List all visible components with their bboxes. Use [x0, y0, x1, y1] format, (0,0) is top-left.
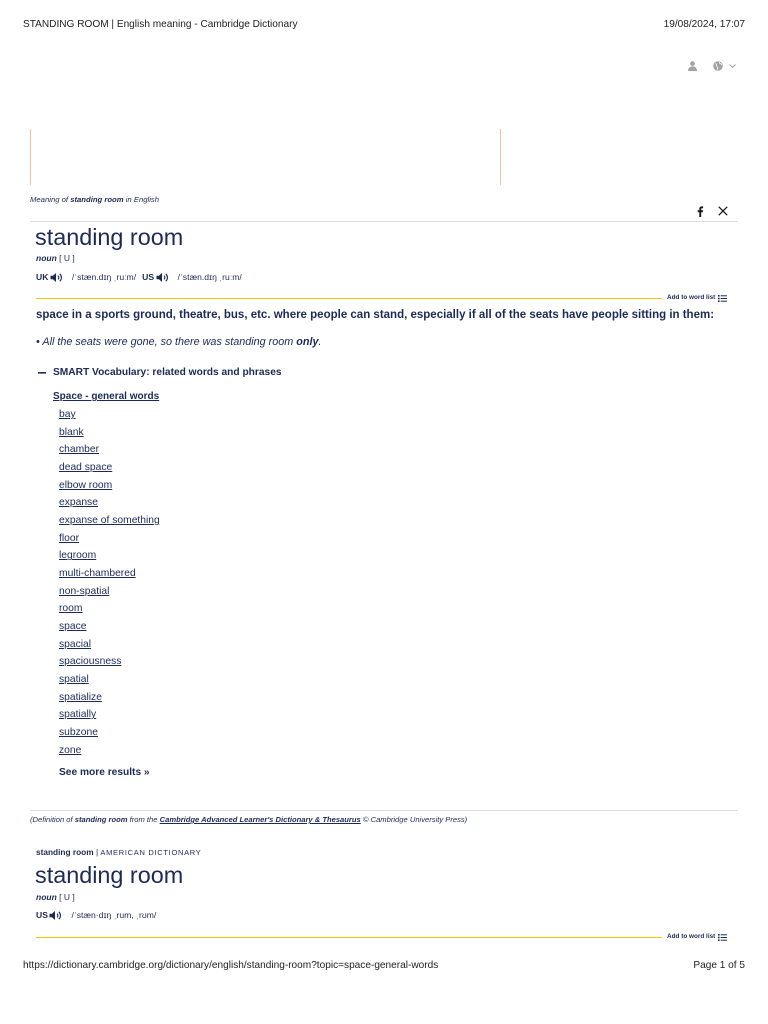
ipa-transcription: /ˈstæn.dɪŋ ˌruːm/	[71, 272, 137, 282]
related-word-link[interactable]: space	[59, 621, 87, 633]
meaning-label	[30, 195, 159, 205]
smart-vocabulary-toggle[interactable]	[38, 367, 282, 379]
uk-pronunciation	[36, 271, 136, 283]
print-header-datetime: 19/08/2024, 17:07	[663, 19, 745, 30]
example-text: All the seats were gone, so there was standing room	[42, 336, 294, 348]
grammar-code: [ U ]	[59, 253, 75, 263]
headword: standing room	[35, 224, 184, 250]
example-sentence	[36, 335, 321, 349]
related-word-link[interactable]: legroom	[59, 550, 97, 562]
related-word-link[interactable]: expanse	[59, 497, 98, 509]
related-word-item	[59, 494, 160, 512]
ad-slot	[30, 129, 501, 185]
print-header-title: STANDING ROOM | English meaning - Cambridge Dictionary	[23, 19, 298, 30]
related-word-link[interactable]: non-spatial	[59, 585, 110, 597]
facebook-share-button[interactable]	[696, 206, 704, 217]
source-close: © Cambridge University Press)	[362, 815, 468, 824]
related-word-link[interactable]: chamber	[59, 444, 100, 456]
chevron-down-icon	[729, 64, 736, 68]
related-word-item	[59, 653, 160, 671]
label-separator: |	[95, 847, 99, 857]
related-word-link[interactable]: spatialize	[59, 691, 102, 703]
dictionary-link[interactable]: Cambridge Advanced Learner's Dictionary & Thesaurus	[159, 815, 361, 824]
print-footer-page-number: Page 1 of 5	[693, 960, 745, 971]
source-headword: standing room	[74, 815, 128, 824]
meaning-label-prefix: Meaning of	[30, 195, 69, 204]
related-word-link[interactable]: spacial	[59, 638, 92, 650]
definition: space in a sports ground, theatre, bus, etc. where people can stand, especially if all of the seats have people sitting in them:	[36, 309, 715, 321]
related-word-link[interactable]: expanse of something	[59, 515, 160, 527]
related-word-item	[59, 724, 160, 742]
globe-icon	[713, 61, 723, 71]
us-pronunciation	[142, 271, 242, 283]
add-to-word-list-label: Add to word list	[667, 933, 716, 940]
list-icon	[718, 934, 727, 941]
add-to-word-list-label: Add to word list	[667, 294, 716, 301]
related-word-item	[59, 441, 160, 459]
related-word-link[interactable]: floor	[59, 532, 80, 544]
related-word-link[interactable]: subzone	[59, 727, 98, 739]
speaker-icon[interactable]	[50, 272, 63, 283]
related-word-link[interactable]: dead space	[59, 462, 113, 474]
related-word-item	[59, 459, 160, 477]
divider	[30, 810, 738, 811]
related-word-link[interactable]: spatially	[59, 709, 97, 721]
x-icon	[718, 206, 728, 216]
related-word-item	[59, 406, 160, 424]
list-icon	[718, 295, 727, 302]
minus-icon	[38, 372, 46, 374]
related-word-item	[59, 671, 160, 689]
us-pronunciation	[36, 909, 156, 921]
related-word-item	[59, 742, 160, 760]
related-word-link[interactable]: spaciousness	[59, 656, 122, 668]
related-word-link[interactable]: zone	[59, 744, 82, 756]
pronunciation-row	[36, 271, 242, 283]
smart-vocabulary-heading: SMART Vocabulary: related words and phrases	[53, 367, 282, 378]
sense-divider	[36, 937, 662, 938]
related-word-item	[59, 618, 160, 636]
add-to-word-list-button[interactable]	[667, 933, 727, 941]
american-label-dictionary: AMERICAN DICTIONARY	[100, 848, 202, 857]
print-footer-url: https://dictionary.cambridge.org/dictionary/english/standing-room?topic=space-general-words	[23, 960, 439, 971]
related-words-list	[59, 406, 160, 759]
definition-source-note	[30, 815, 467, 825]
related-word-item	[59, 547, 160, 565]
region-label: UK	[36, 272, 49, 282]
part-of-speech: noun	[36, 892, 57, 902]
related-word-item	[59, 565, 160, 583]
american-dictionary-label	[36, 847, 202, 858]
source-open: (Definition of	[30, 815, 73, 824]
related-word-link[interactable]: bay	[59, 409, 76, 420]
related-word-item	[59, 512, 160, 530]
part-of-speech-line	[36, 253, 75, 263]
user-icon[interactable]	[688, 61, 697, 71]
part-of-speech: noun	[36, 253, 57, 263]
language-selector[interactable]	[713, 61, 737, 71]
pronunciation-row	[36, 909, 156, 921]
related-word-link[interactable]: spatial	[59, 674, 89, 686]
related-word-link[interactable]: multi-chambered	[59, 568, 136, 580]
speaker-icon[interactable]	[49, 910, 62, 921]
ipa-transcription: /ˈstæn·dɪŋ ˌrum, ˌrʊm/	[71, 910, 157, 920]
ipa-transcription: /ˈstæn.dɪŋ ˌruːm/	[177, 272, 242, 282]
related-word-item	[59, 689, 160, 707]
related-word-link[interactable]: room	[59, 603, 83, 615]
related-word-item	[59, 706, 160, 724]
speaker-icon[interactable]	[156, 272, 169, 283]
region-label: US	[142, 272, 155, 282]
meaning-label-suffix: in English	[125, 195, 160, 204]
related-word-link[interactable]: elbow room	[59, 479, 113, 491]
related-word-item	[59, 636, 160, 654]
grammar-code: [ U ]	[59, 892, 75, 902]
add-to-word-list-button[interactable]	[667, 294, 727, 302]
part-of-speech-line	[36, 892, 75, 902]
example-end: .	[318, 336, 322, 348]
source-middle: from the	[129, 815, 158, 824]
american-label-word: standing room	[36, 847, 94, 857]
sense-divider	[36, 298, 662, 299]
region-label: US	[36, 910, 48, 920]
headword: standing room	[35, 862, 184, 888]
see-more-results-link[interactable]: See more results »	[59, 767, 150, 778]
related-word-link[interactable]: blank	[59, 426, 84, 438]
x-share-button[interactable]	[718, 206, 728, 216]
example-highlight: only	[296, 336, 319, 348]
facebook-icon	[696, 206, 704, 217]
related-word-item	[59, 424, 160, 442]
related-word-item	[59, 530, 160, 548]
related-word-item	[59, 600, 160, 618]
related-word-item	[59, 583, 160, 601]
topic-link[interactable]: Space - general words	[53, 391, 160, 402]
example-bullet: •	[36, 336, 40, 348]
related-word-item	[59, 477, 160, 495]
meaning-label-headword: standing room	[70, 195, 124, 204]
divider	[30, 221, 738, 222]
